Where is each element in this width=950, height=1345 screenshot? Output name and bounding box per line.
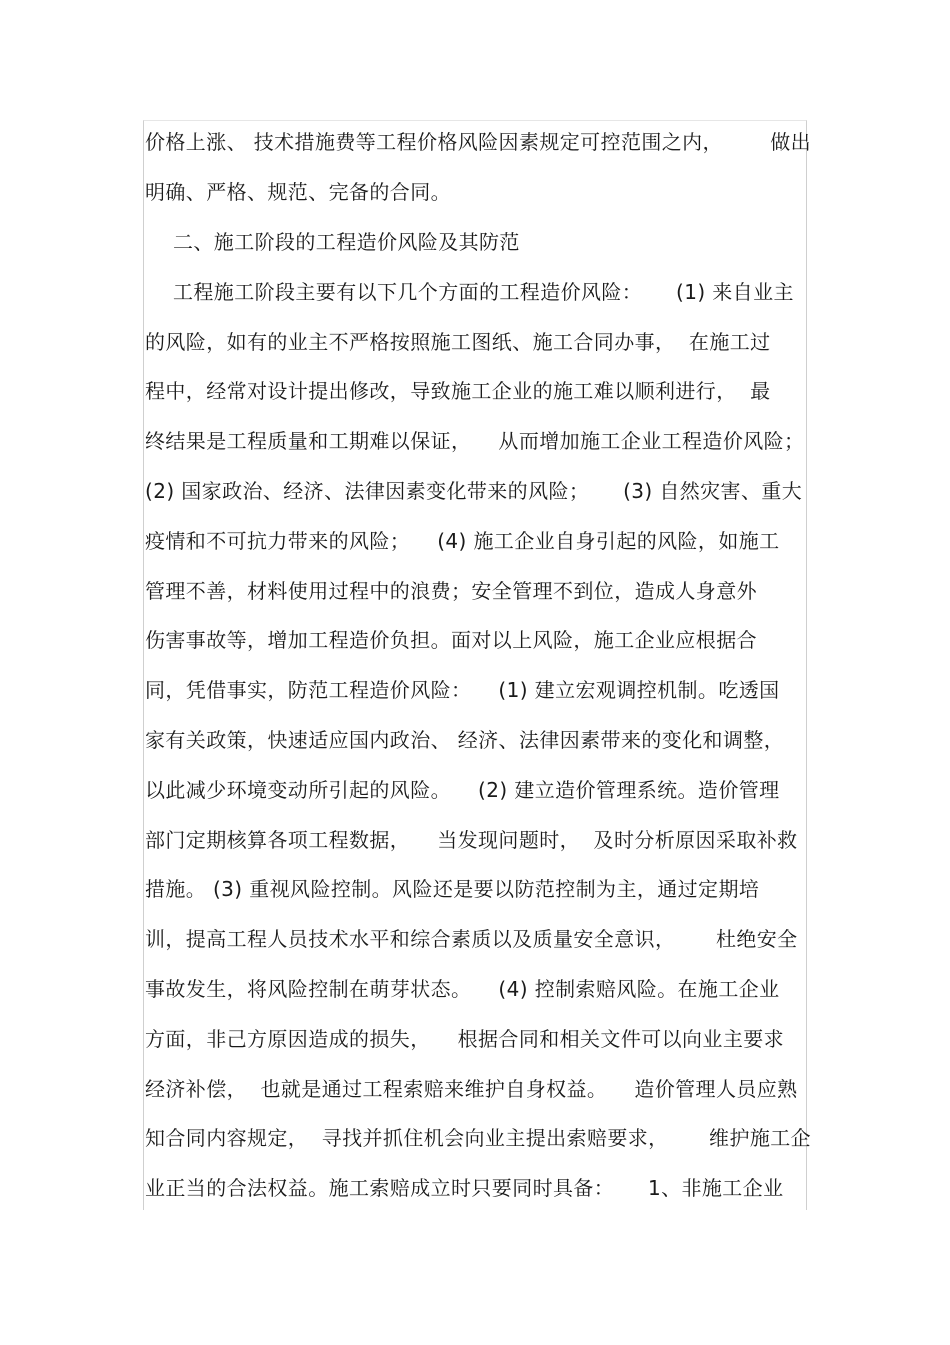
text-line: 知合同内容规定， 寻找并抓住机会向业主提出索赔要求， 维护施工企	[145, 1126, 812, 1150]
text-line: 工程施工阶段主要有以下几个方面的工程造价风险： (1) 来自业主	[173, 280, 794, 304]
text-line: 明确、严格、规范、完备的合同。	[145, 180, 451, 204]
text-line: 疫情和不可抗力带来的风险； (4) 施工企业自身引起的风险，如施工	[145, 529, 780, 553]
text-line: 终结果是工程质量和工期难以保证， 从而增加施工企业工程造价风险；	[145, 429, 805, 453]
text-line: (2) 国家政治、经济、法律因素变化带来的风险； (3) 自然灾害、重大	[145, 479, 803, 503]
text-line: 方面，非己方原因造成的损失， 根据合同和相关文件可以向业主要求	[145, 1027, 785, 1051]
text-line: 部门定期核算各项工程数据， 当发现问题时， 及时分析原因采取补救	[145, 828, 798, 852]
text-line: 业正当的合法权益。施工索赔成立时只要同时具备： 1、非施工企业	[145, 1176, 784, 1200]
text-line: 以此减少环境变动所引起的风险。 (2) 建立造价管理系统。造价管理	[145, 778, 780, 802]
text-line: 的风险，如有的业主不严格按照施工图纸、施工合同办事， 在施工过	[145, 330, 771, 354]
text-line: 程中，经常对设计提出修改，导致施工企业的施工难以顺利进行， 最	[145, 379, 771, 403]
text-line: 家有关政策，快速适应国内政治、 经济、法律因素带来的变化和调整，	[145, 728, 785, 752]
text-line: 同，凭借事实，防范工程造价风险： (1) 建立宏观调控机制。吃透国	[145, 678, 780, 702]
section-heading: 二、施工阶段的工程造价风险及其防范	[173, 230, 520, 254]
text-line: 训，提高工程人员技术水平和综合素质以及质量安全意识， 杜绝安全	[145, 927, 798, 951]
text-line: 价格上涨、 技术措施费等工程价格风险因素规定可控范围之内， 做出	[145, 130, 812, 154]
text-line: 管理不善，材料使用过程中的浪费；安全管理不到位，造成人身意外	[145, 579, 757, 603]
text-line: 经济补偿， 也就是通过工程索赔来维护自身权益。 造价管理人员应熟	[145, 1077, 798, 1101]
text-line: 伤害事故等，增加工程造价负担。面对以上风险，施工企业应根据合	[145, 628, 757, 652]
text-line: 事故发生，将风险控制在萌芽状态。 (4) 控制索赔风险。在施工企业	[145, 977, 780, 1001]
text-line: 措施。 (3) 重视风险控制。风险还是要以防范控制为主，通过定期培	[145, 877, 760, 901]
